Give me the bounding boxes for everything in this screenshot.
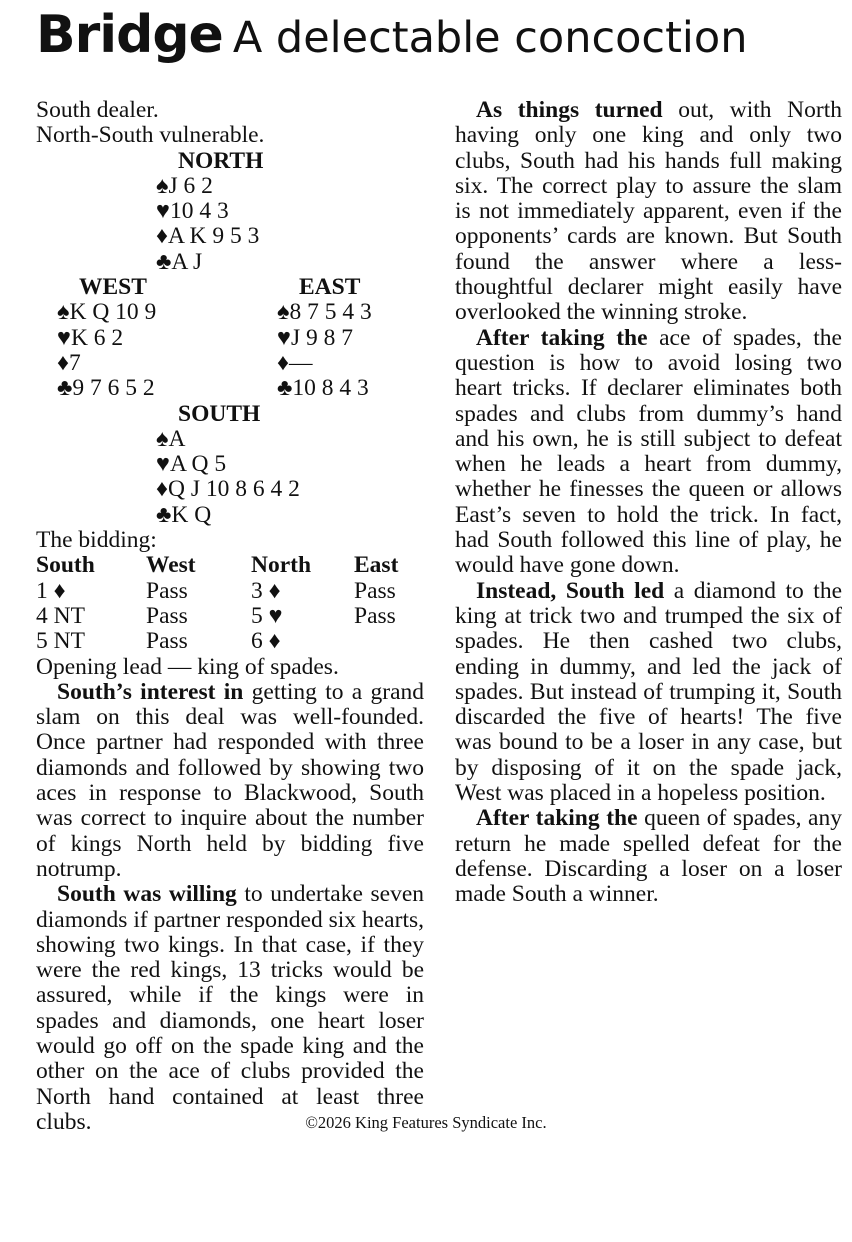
bid-cell: 6 ♦ xyxy=(251,628,281,655)
dealer-line: South dealer. xyxy=(36,97,159,123)
south-spades: ♠A xyxy=(156,425,186,452)
bid-cell: Pass xyxy=(146,602,188,629)
west-spades: ♠K Q 10 9 xyxy=(57,299,157,326)
south-hearts: ♥A Q 5 xyxy=(156,451,227,478)
right-column xyxy=(455,98,842,908)
bid-cell: Pass xyxy=(354,577,396,604)
north-spades: ♠J 6 2 xyxy=(156,172,213,199)
paragraph-lead: South’s interest in xyxy=(57,678,244,705)
bidding-header-row xyxy=(36,553,424,578)
north-clubs: ♣A J xyxy=(156,248,203,275)
north-diamonds: ♦A K 9 5 3 xyxy=(156,223,260,250)
bid-cell: Pass xyxy=(146,577,188,604)
paragraph-text: getting to a grand slam on this deal was well-founded. Once partner had responded with three diamonds and followed by showing two aces in response to Blackwood, South was correct to inquire about the number of kings North held by bidding five notrump. xyxy=(36,678,425,882)
bid-cell: 5 NT xyxy=(36,628,85,655)
bid-cell: 1 ♦ xyxy=(36,577,66,604)
west-hearts: ♥K 6 2 xyxy=(57,324,124,351)
paragraph-lead: As things turned xyxy=(476,97,663,123)
south-label: SOUTH xyxy=(178,400,261,427)
paragraph-lead: After taking the xyxy=(476,324,648,351)
bid-cell: 5 ♥ xyxy=(251,602,283,629)
article-paragraph xyxy=(455,98,842,326)
west-label: WEST xyxy=(79,274,147,301)
paragraph-lead: South was willing xyxy=(57,881,237,908)
east-diamonds: ♦— xyxy=(277,349,313,376)
east-hearts: ♥J 9 8 7 xyxy=(277,324,353,351)
left-column xyxy=(36,98,424,1135)
article-paragraph xyxy=(455,806,842,907)
paragraph-text: a diamond to the king at trick two and trumped the six of spades. He then cashed two clubs, ending in dummy, and led the jack of spades. But instead of trumping it, South discarded the five of hearts! The five was bound to be a loser in any case, but by disposing of it on the spade jack, West was placed in a hopeless position. xyxy=(455,577,842,807)
bidding-row xyxy=(36,629,424,654)
article-title: A delectable concoction xyxy=(232,13,748,63)
east-label: EAST xyxy=(299,274,361,301)
bid-cell: Pass xyxy=(146,628,188,655)
bidding-header: South xyxy=(36,552,95,579)
bidding-header: East xyxy=(354,552,399,579)
paragraph-text: out, with North having only one king and only two clubs, South had his hands full making six. The correct play to assure the slam is not immediately apparent, even if the opponents’ cards are known. But South found the answer where a less-thoughtful declarer might easily have overlooked the winning stroke. xyxy=(455,97,842,326)
paragraph-text: queen of spades, any return he made spelled defeat for the defense. Discarding a loser on a loser made South a winner. xyxy=(455,805,842,908)
paragraph-text: ace of spades, the question is how to avoid losing two heart tricks. If declarer eliminates both spades and clubs from dummy’s hand and his own, he is still subject to defeat when he leads a heart from dummy, whether he finesses the queen or allows East’s seven to hold the trick. In fact, had South followed this line of play, he would have gone down. xyxy=(455,324,842,579)
north-hearts: ♥10 4 3 xyxy=(156,198,229,225)
article-paragraph xyxy=(36,882,424,1135)
south-diamonds: ♦Q J 10 8 6 4 2 xyxy=(156,476,300,503)
vulnerability-line: North-South vulnerable. xyxy=(36,122,265,149)
paragraph-text: to undertake seven diamonds if partner responded six hearts, showing two kings. In that case, if they were the red kings, 13 tricks would be assured, while if the kings were in spades and diamonds, one heart loser would go off on the spade king and the other on the ace of clubs provided the North hand contained at least three clubs. xyxy=(36,881,424,1135)
east-spades: ♠8 7 5 4 3 xyxy=(277,299,372,326)
bid-cell: 3 ♦ xyxy=(251,577,281,604)
bidding-row xyxy=(36,579,424,604)
bid-cell: Pass xyxy=(354,602,396,629)
east-clubs: ♣10 8 4 3 xyxy=(277,375,369,402)
headline xyxy=(36,4,747,79)
bidding-header: North xyxy=(251,552,312,579)
west-diamonds: ♦7 xyxy=(57,349,81,376)
deal-diagram xyxy=(36,149,424,529)
article-paragraph xyxy=(455,579,842,807)
west-clubs: ♣9 7 6 5 2 xyxy=(57,375,155,402)
north-label: NORTH xyxy=(178,147,264,174)
south-clubs: ♣K Q xyxy=(156,501,212,528)
paragraph-lead: Instead, South led xyxy=(476,577,665,604)
paragraph-lead: After taking the xyxy=(476,805,638,832)
bidding-title: The bidding: xyxy=(36,527,157,554)
bidding-table xyxy=(36,553,424,654)
bid-cell: 4 NT xyxy=(36,602,85,629)
article-paragraph xyxy=(36,680,424,882)
bidding-row xyxy=(36,604,424,629)
column-brand: Bridge xyxy=(36,5,223,65)
article-paragraph xyxy=(455,326,842,579)
bidding-header: West xyxy=(146,552,196,579)
opening-lead: Opening lead — king of spades. xyxy=(36,653,339,680)
copyright-notice: ©2026 King Features Syndicate Inc. xyxy=(305,1113,547,1132)
